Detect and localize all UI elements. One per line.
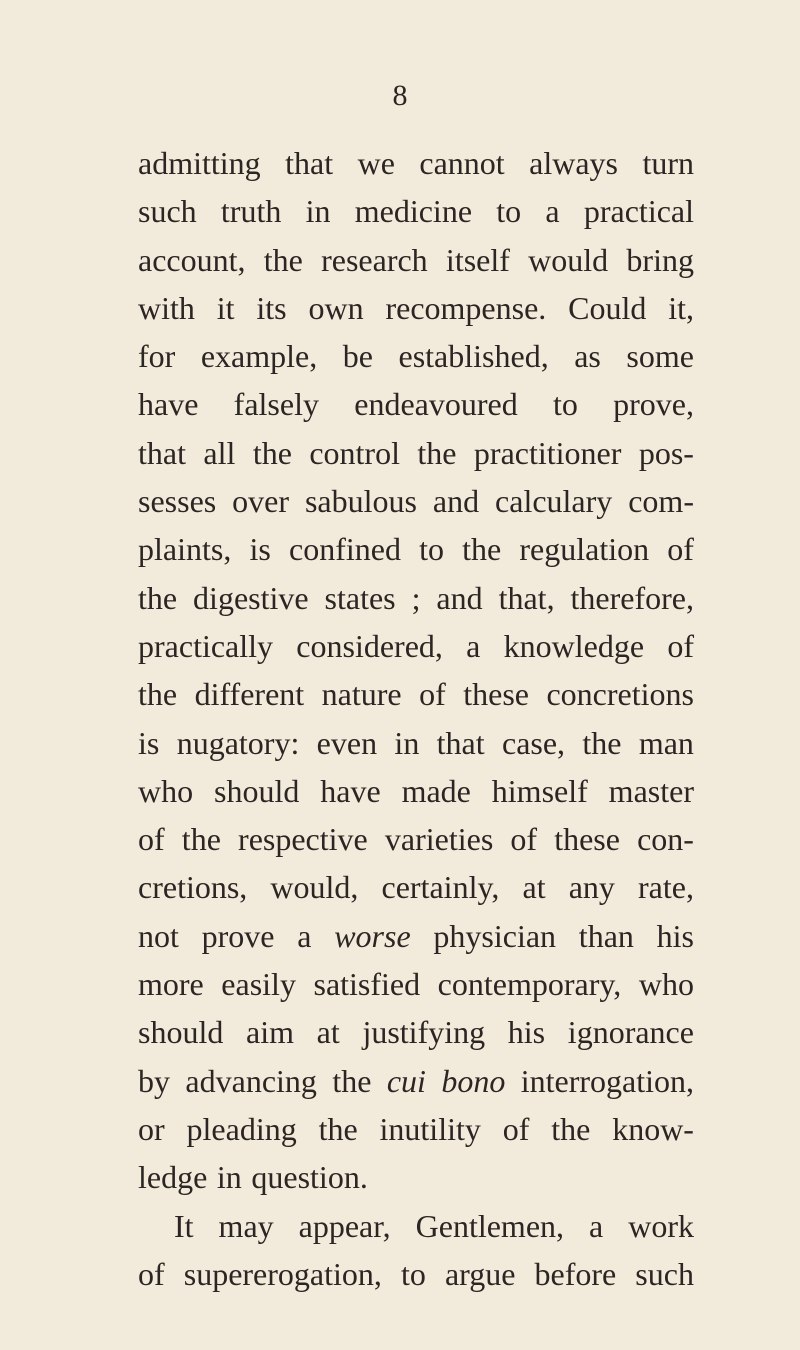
word: turn: [642, 145, 694, 181]
page-number: 8: [392, 79, 408, 112]
word: calculary: [495, 483, 613, 520]
word: of: [667, 531, 694, 568]
text-line: [138, 622, 694, 670]
word: question.: [251, 1159, 368, 1196]
word: by: [138, 1062, 170, 1099]
word: it,: [668, 289, 694, 326]
word: of: [138, 821, 165, 858]
word: truth: [220, 193, 282, 230]
word: com-: [628, 483, 694, 520]
word: work: [628, 1207, 694, 1244]
word: of: [510, 821, 538, 858]
word: who: [638, 966, 694, 1003]
word: as: [574, 338, 601, 375]
word: pos-: [638, 434, 694, 471]
word: know-: [612, 1110, 694, 1147]
word: the: [252, 434, 292, 471]
word: may: [218, 1207, 274, 1244]
word: always: [529, 145, 618, 181]
word: the: [332, 1062, 372, 1099]
word: sesses: [138, 483, 217, 520]
word: a: [589, 1207, 604, 1244]
word: regulation: [519, 531, 650, 568]
text-line: [138, 332, 694, 380]
word: medicine: [354, 193, 473, 230]
word: inutility: [379, 1110, 481, 1147]
word: confined: [288, 531, 401, 568]
word: physician: [433, 917, 557, 954]
word: own: [308, 289, 364, 326]
word: cretions,: [138, 869, 248, 906]
word: endeavoured: [354, 386, 518, 423]
word: itself: [445, 241, 510, 278]
word: It: [174, 1207, 194, 1244]
word: of: [419, 676, 446, 713]
word: to: [419, 531, 444, 568]
word: the: [318, 1110, 358, 1147]
word: be: [342, 338, 373, 375]
word: Could: [568, 289, 647, 326]
text-line: [138, 1105, 694, 1153]
text-line: [138, 477, 694, 525]
word: at: [316, 1014, 340, 1051]
word: of: [502, 1110, 530, 1147]
text-line: [138, 767, 694, 815]
word: plaints,: [138, 531, 232, 568]
word: rate,: [638, 869, 694, 906]
word: and: [436, 579, 483, 616]
word: of: [138, 1255, 165, 1292]
word: practical: [583, 193, 694, 230]
word: its: [256, 289, 287, 326]
text-line: [138, 815, 694, 863]
word: in: [394, 724, 420, 761]
word: prove,: [613, 386, 694, 423]
word: argue: [444, 1255, 516, 1292]
word: considered,: [296, 627, 443, 664]
word: these: [463, 676, 529, 713]
word: ledge: [138, 1159, 208, 1196]
word: admitting: [138, 145, 261, 181]
word: not: [138, 917, 179, 954]
word: knowledge: [503, 627, 645, 664]
word: or: [138, 1110, 165, 1147]
word: in: [216, 1159, 242, 1196]
word: pleading: [186, 1110, 297, 1147]
word: made: [401, 772, 471, 809]
word: different: [194, 676, 305, 713]
text-line: [138, 429, 694, 477]
word: his: [507, 1014, 546, 1051]
word: for: [138, 338, 176, 375]
word: nugatory:: [176, 724, 300, 761]
word: at: [522, 869, 546, 906]
word: master: [608, 772, 694, 809]
word: research: [321, 241, 428, 278]
word: the: [417, 434, 457, 471]
word: some: [626, 338, 694, 375]
word: therefore,: [570, 579, 694, 616]
text-line: [138, 912, 694, 960]
word: a: [466, 627, 481, 664]
word: falsely: [233, 386, 319, 423]
word: practitioner: [473, 434, 622, 471]
word: the: [138, 676, 178, 713]
word: to: [400, 1255, 426, 1292]
word: certainly,: [381, 869, 500, 906]
word: nature: [321, 676, 402, 713]
word: would,: [270, 869, 359, 906]
word: the: [551, 1110, 591, 1147]
word: in: [305, 193, 331, 230]
word: supererogation,: [183, 1255, 382, 1292]
word: appear,: [298, 1207, 391, 1244]
word: interrogation,: [520, 1062, 694, 1099]
word: ignorance: [567, 1014, 694, 1051]
word: have: [138, 386, 199, 423]
word: satisfied: [313, 966, 421, 1003]
word: con-: [637, 821, 694, 858]
word: prove: [201, 917, 275, 954]
word: who: [138, 772, 194, 809]
text-line: [138, 236, 694, 284]
word: easily: [221, 966, 296, 1003]
word: of: [667, 627, 694, 664]
word: justifying: [362, 1014, 486, 1051]
word: a: [545, 193, 560, 230]
text-line: [138, 1153, 694, 1201]
word: that: [436, 724, 485, 761]
word: to: [552, 386, 578, 423]
word: account,: [138, 241, 246, 278]
word: example,: [200, 338, 318, 375]
word: the: [263, 241, 303, 278]
word: digestive: [193, 579, 309, 616]
word: that: [138, 434, 186, 471]
italic-word: worse: [334, 917, 411, 954]
word: than: [578, 917, 634, 954]
word: is: [138, 724, 160, 761]
text-line: [138, 863, 694, 911]
word: himself: [491, 772, 588, 809]
word: that,: [498, 579, 555, 616]
word: advancing: [185, 1062, 317, 1099]
word: recompense.: [385, 289, 547, 326]
word: a: [297, 917, 312, 954]
word: the: [462, 531, 502, 568]
word: more: [138, 966, 204, 1003]
word: contemporary,: [437, 966, 622, 1003]
word: such: [635, 1255, 694, 1292]
text-line: [138, 719, 694, 767]
word: with: [138, 289, 195, 326]
body-text: [138, 139, 694, 1298]
word: case,: [501, 724, 566, 761]
text-line: [138, 1008, 694, 1056]
word: should: [138, 1014, 224, 1051]
text-line: [138, 1057, 694, 1105]
word: concretions: [546, 676, 694, 713]
word: sabulous: [304, 483, 417, 520]
text-line: [138, 380, 694, 428]
word: Gentlemen,: [415, 1207, 565, 1244]
word: over: [232, 483, 290, 520]
word: even: [316, 724, 378, 761]
word: practically: [138, 627, 274, 664]
text-line: [138, 139, 694, 187]
word: and: [432, 483, 480, 520]
word: that: [285, 145, 334, 181]
text-line: [138, 525, 694, 573]
word: these: [554, 821, 620, 858]
text-line: [138, 574, 694, 622]
word: all: [203, 434, 236, 471]
word: aim: [246, 1014, 294, 1051]
text-line: [138, 1250, 694, 1298]
word: the: [181, 821, 221, 858]
text-line: [138, 284, 694, 332]
word: should: [214, 772, 300, 809]
word: his: [656, 917, 694, 954]
italic-word: bono: [441, 1062, 506, 1099]
word: ;: [411, 579, 421, 616]
word: before: [534, 1255, 617, 1292]
text-line: [138, 1202, 694, 1250]
word: cannot: [419, 145, 505, 181]
word: respective: [238, 821, 368, 858]
word: states: [324, 579, 396, 616]
word: man: [638, 724, 694, 761]
word: have: [320, 772, 381, 809]
word: established,: [398, 338, 549, 375]
word: control: [309, 434, 400, 471]
word: bring: [626, 241, 694, 278]
word: varieties: [384, 821, 494, 858]
text-line: [138, 670, 694, 718]
word: to: [496, 193, 522, 230]
word: such: [138, 193, 197, 230]
text-line: [138, 960, 694, 1008]
word: is: [249, 531, 271, 568]
italic-word: cui: [386, 1062, 426, 1099]
word: the: [138, 579, 178, 616]
word: would: [528, 241, 609, 278]
text-line: [138, 187, 694, 235]
word: we: [357, 145, 395, 181]
word: it: [216, 289, 235, 326]
word: any: [568, 869, 615, 906]
word: the: [582, 724, 622, 761]
